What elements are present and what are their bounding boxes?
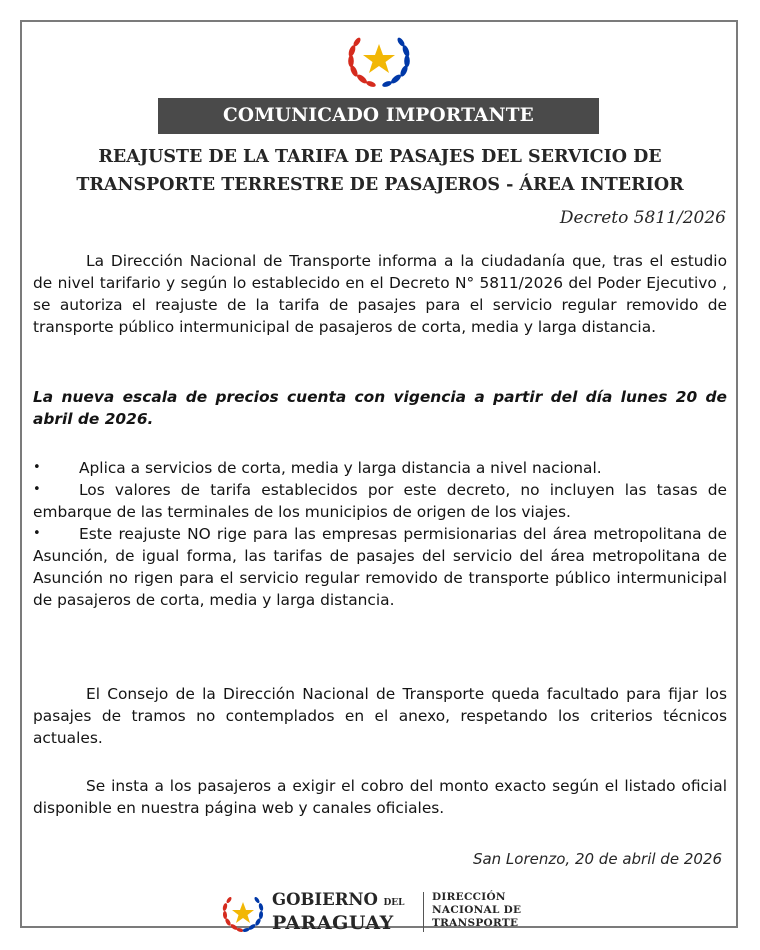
list-item (33, 479, 727, 523)
wordmark-gobierno: GOBIERNO (272, 890, 378, 909)
headline-line-2: TRANSPORTE TERRESTRE DE PASAJEROS - ÁREA INTERIOR (76, 175, 684, 195)
place-and-date: San Lorenzo, 20 de abril de 2026 (472, 850, 722, 868)
dnt-line-1: DIRECCIÓN (432, 891, 506, 903)
passenger-advice-paragraph: Se insta a los pasajeros a exigir el cobro del monto exacto según el listado oficial disponible en nuestra página web y canales oficiales. (33, 777, 727, 817)
dnt-wordmark (432, 891, 521, 930)
notice-headline (30, 143, 730, 199)
headline-line-1: REAJUSTE DE LA TARIFA DE PASAJES DEL SERVICIO DE (98, 147, 662, 167)
bullet-icon: • (33, 460, 41, 475)
list-item-text: Este reajuste NO rige para las empresas permisionarias del área metropolitana de Asunción, de igual forma, las tarifas de pasajes del servicio del área metropolitana de Asunción no rigen para el servicio regular removido de transporte público intermunicipal de pasajeros de corta, media y larga distancia. (33, 525, 727, 609)
wordmark-paraguay: PARAGUAY (272, 912, 394, 934)
list-item-text: Los valores de tarifa establecidos por este decreto, no incluyen las tasas de embarque de las terminales de los municipios de origen de los viajes. (33, 481, 727, 521)
dnt-line-3: TRANSPORTE (432, 917, 519, 929)
dnt-line-2: NACIONAL DE (432, 904, 522, 916)
council-paragraph: El Consejo de la Dirección Nacional de Transporte queda facultado para fijar los pasajes de tramos no contemplados en el anexo, respetando los criterios técnicos actuales. (33, 685, 727, 747)
bullet-icon: • (33, 482, 41, 497)
list-item (33, 457, 727, 479)
footer-divider (423, 892, 424, 932)
paraguay-coat-of-arms-icon (340, 24, 418, 90)
list-item (33, 523, 727, 611)
list-item-text: Aplica a servicios de corta, media y larga distancia a nivel nacional. (79, 459, 602, 477)
intro-paragraph: La Dirección Nacional de Transporte informa a la ciudadanía que, tras el estudio de nivel tarifario y según lo establecido en el Decreto N° 5811/2026 del Poder Ejecutivo , se autoriza el reajuste de la tarifa de pasajes para el servicio regular removido de transporte público intermunicipal de pasajeros de corta, media y larga distancia. (33, 252, 727, 336)
paraguay-coat-of-arms-icon (218, 888, 268, 934)
conditions-list (33, 457, 727, 611)
footer-logo (218, 888, 538, 938)
effective-date-notice: La nueva escala de precios cuenta con vigencia a partir del día lunes 20 de abril de 2026. (33, 388, 727, 428)
wordmark-del: DEL (383, 898, 405, 908)
decree-reference: Decreto 5811/2026 (559, 208, 726, 228)
bullet-icon: • (33, 526, 41, 541)
notice-banner: COMUNICADO IMPORTANTE (158, 98, 599, 134)
government-wordmark (272, 890, 404, 933)
